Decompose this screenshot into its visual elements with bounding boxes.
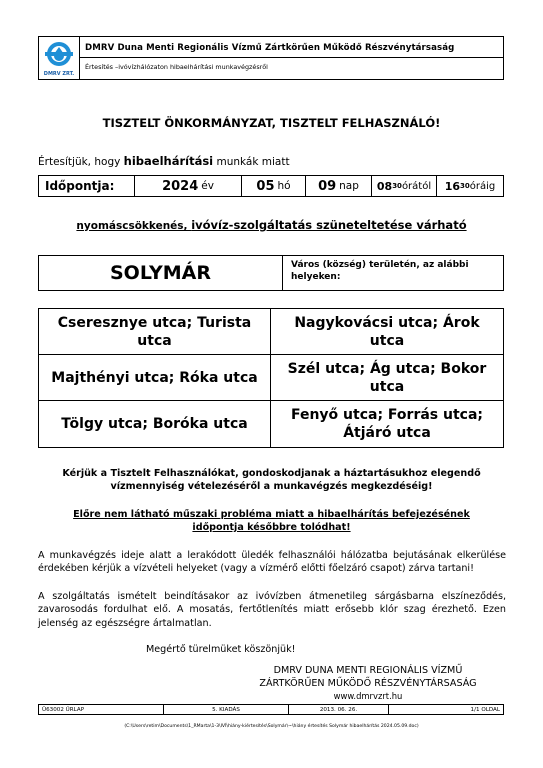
document-header <box>38 36 504 80</box>
street-cell: Nagykovácsi utca; Árok utca <box>271 309 503 355</box>
from-unit: órától <box>401 180 432 192</box>
form-footer <box>38 704 504 715</box>
from-time-cell <box>372 176 437 196</box>
location-box <box>38 255 504 291</box>
streets-table <box>38 308 504 448</box>
paragraph-restart: A szolgáltatás ismételt beindításakor az ivóvízben átmenetileg sárgásbarna elszíneződés, zavarosodás fordulhat elő. A mosatás, fertőtlenítés miatt erősebb klór szag érezhető. Ezen jelenség az egészségre ártalmatlan. <box>38 591 506 629</box>
location-description: Város (község) területén, az alábbi helyeken: <box>291 260 469 282</box>
day-cell <box>306 176 372 196</box>
to-time-cell <box>437 176 503 196</box>
year-cell <box>135 176 242 196</box>
signature-line1: DMRV DUNA MENTI REGIONÁLIS VÍZMŰ <box>273 665 463 676</box>
date-label: Időpontja: <box>45 179 115 193</box>
header-divider <box>79 57 503 58</box>
logo-text: DMRV ZRT. <box>43 71 75 77</box>
date-label-cell <box>39 176 135 196</box>
thanks-text: Megértő türelmüket köszönjük! <box>146 644 296 655</box>
warning-text: Előre nem látható műszaki probléma miatt a hibaelhárítás befejezésének időpontja későbbre tolódhat! <box>73 509 470 533</box>
month-value: 05 <box>256 178 275 194</box>
intro-sentence <box>38 154 290 168</box>
street-cell: Fenyő utca; Forrás utca; Átjáró utca <box>290 407 484 441</box>
form-page: 1/1 OLDAL <box>470 706 500 713</box>
water-drop-logo-icon <box>39 37 79 79</box>
form-date: 2013. 06. 26. <box>289 705 389 714</box>
form-id: Ü63002 ŰRLAP <box>39 705 164 714</box>
from-minute: 30 <box>392 182 402 190</box>
notice-part2: ivóvíz-szolgáltatás szüneteltetése várható <box>191 218 467 232</box>
form-edition: 5. KIADÁS <box>164 705 289 714</box>
request-text: Kérjük a Tisztelt Felhasználókat, gondoskodjanak a háztartásukhoz elegendő vízmennyiség vételezéséről a munkavégzés megkezdéséig! <box>62 468 481 492</box>
service-notice <box>0 218 543 232</box>
street-cell: Cseresznye utca; Turista utca <box>39 309 271 355</box>
to-hour: 16 <box>444 179 461 193</box>
to-minute: 30 <box>460 182 470 190</box>
notice-part1: nyomáscsökkenés, <box>76 220 192 232</box>
street-cell: Szél utca; Ág utca; Bokor utca <box>271 355 503 401</box>
company-name: DMRV Duna Menti Regionális Vízmű Zártkörűen Működő Részvénytársaság <box>85 43 455 53</box>
from-hour: 08 <box>376 179 393 193</box>
year-value: 2024 <box>162 178 199 194</box>
street-cell: Tölgy utca; Boróka utca <box>39 401 271 447</box>
file-path: (C:\Users\retim\Documents\1_RMarta\1-3\IVÍ\hiány-kiértesítés\Solymár\~\hiány értesítés Solymár hibaelhárítás 2024.05.09.doc) <box>124 724 419 729</box>
day-unit: nap <box>339 180 359 192</box>
signature-block <box>243 665 493 703</box>
company-logo <box>39 37 80 79</box>
paragraph-sediment: A munkavégzés ideje alatt a lerakódott üledék felhasználói hálózatba bejutásának elkerülése érdekében kérjük a vízvételi helyeket (vagy a vízmérő előtti főelzáró csapot) zárva tartani! <box>38 550 506 575</box>
month-cell <box>242 176 306 196</box>
intro-before: Értesítjük, hogy <box>38 156 124 168</box>
greeting-heading: TISZTELT ÖNKORMÁNYZAT, TISZTELT FELHASZNÁLÓ! <box>102 116 441 130</box>
to-unit: óráig <box>469 180 496 192</box>
year-unit: év <box>201 180 214 192</box>
intro-highlight: hibaelhárítási <box>123 154 214 168</box>
document-subtitle: Értesítés –ivóvízhálózaton hibaelhárítási munkavégzésről <box>85 63 268 71</box>
month-unit: hó <box>277 180 291 192</box>
website-link[interactable]: www.dmrvzrt.hu <box>333 691 403 702</box>
day-value: 09 <box>318 178 337 194</box>
signature-line2: ZÁRTKÖRŰEN MŰKÖDŐ RÉSZVÉNYTÁRSASÁG <box>259 677 477 689</box>
date-row <box>38 175 504 197</box>
intro-after: munkák miatt <box>213 156 290 168</box>
city-name: SOLYMÁR <box>39 256 283 290</box>
street-cell: Majthényi utca; Róka utca <box>39 355 271 401</box>
